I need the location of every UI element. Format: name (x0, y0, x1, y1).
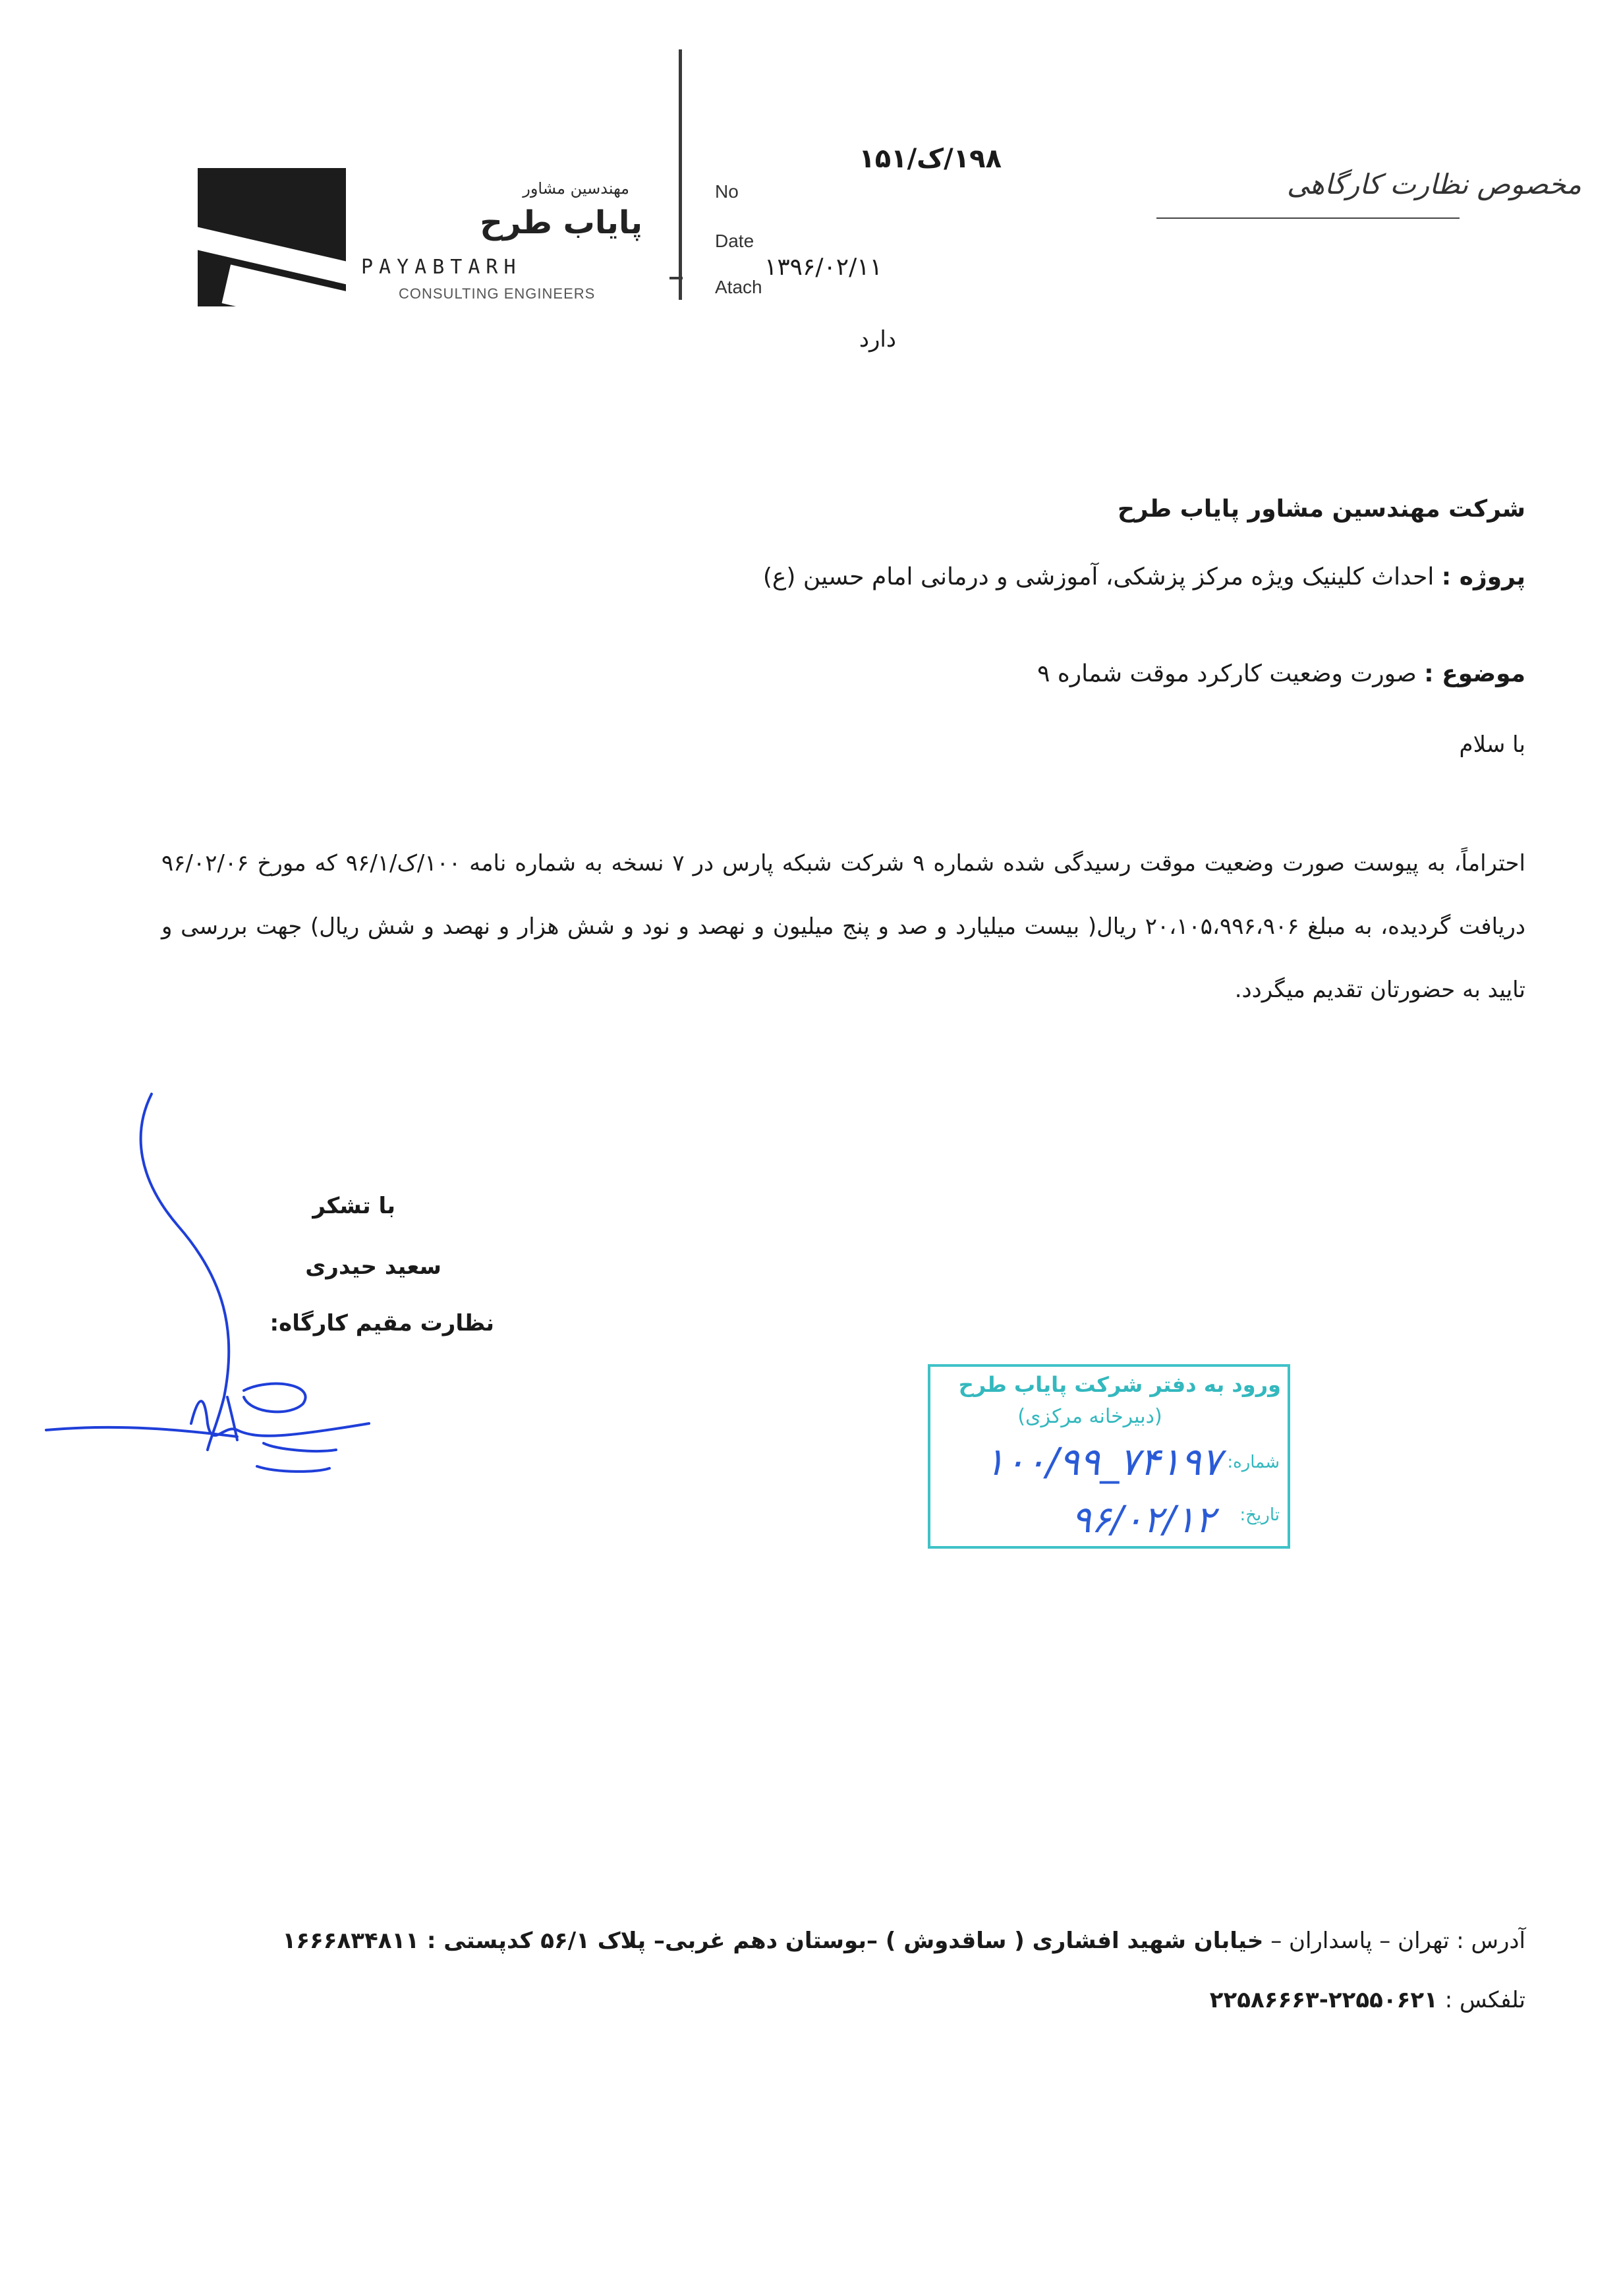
letter-date-label: Date (715, 231, 754, 251)
header-divider-tick (669, 277, 683, 279)
stamp-number-value: ۱۰۰/۹۹_۷۴۱۹۷ (984, 1439, 1222, 1484)
footer-fax (735, 1987, 1525, 2013)
signer-title: نظارت مقیم کارگاه: (270, 1310, 494, 1336)
stamp-number-label: شماره: (1227, 1452, 1280, 1472)
greeting: با سلام (1459, 732, 1525, 758)
company-name-en: PAYABTARH (361, 256, 522, 279)
header-divider (679, 49, 682, 300)
stamp-title: ورود به دفتر شرکت پایاب طرح (958, 1372, 1281, 1397)
body-paragraph: احتراماً، به پیوست صورت وضعیت موقت رسیدگی شده شماره ۹ شرکت شبکه پارس در ۷ نسخه به شماره نامه ۱۰۰/ک/۹۶/۱ که مورخ ۹۶/۰۲/۰۶ دریافت گردیده، به مبلغ ۲۰،۱۰۵،۹۹۶،۹۰۶ ریال( بیست میلیارد و صد و پنج میلیون و نهصد و نود و شش هزار و نهصد و شش ریال) جهت بررسی و تایید به حضورتان تقدیم میگردد. (161, 850, 1526, 1003)
recipient: شرکت مهندسین مشاور پایاب طرح (1117, 496, 1525, 523)
letter-attachment-value: دارد (859, 326, 896, 353)
fax-value: ۲۲۵۵۰۶۲۱-۲۲۵۸۶۶۶۳ (1209, 1987, 1438, 2013)
company-name-fa: پایاب طرح (480, 204, 642, 241)
confidential-note: مخصوص نظارت کارگاهی (1287, 168, 1581, 200)
signer-name: سعید حیدری (305, 1253, 441, 1280)
letter-attachment-label: Atach (715, 277, 762, 297)
company-logo (198, 168, 346, 306)
letter-number-value: ۱۹۸/ک/۱۵۱ (859, 144, 1002, 174)
stamp-date-label: تاریخ: (1239, 1505, 1280, 1525)
subject-line (273, 660, 1525, 687)
address-plain: تهران – پاسداران – (1270, 1928, 1450, 1954)
project-label: پروژه : (1441, 563, 1525, 590)
confidential-underline (1156, 217, 1460, 219)
subject-value: صورت وضعیت کارکرد موقت شماره ۹ (1037, 660, 1417, 687)
stamp-subtitle: (دبیرخانه مرکزی) (1017, 1405, 1162, 1428)
letter-number-label: No (715, 181, 739, 202)
subject-label: موضوع : (1424, 660, 1525, 687)
project-line (273, 563, 1525, 590)
closing-thanks: با تشکر (312, 1193, 395, 1219)
letter-date-value: ۱۳۹۶/۰۲/۱۱ (764, 254, 882, 281)
project-value: احداث کلینیک ویژه مرکز پزشکی، آموزشی و درمانی امام حسین (ع) (762, 563, 1434, 590)
fax-label: تلفکس : (1444, 1987, 1525, 2013)
stamp-date-value: ۹۶/۰۲/۱۲ (1071, 1499, 1215, 1541)
address-detail: خیابان شهید افشاری ( ساقدوش ) –بوستان دهم غربی– پلاک ۵۶/۱ کدپستی : ۱۶۶۶۸۳۴۸۱۱ (282, 1928, 1264, 1954)
company-name-fa-subtitle: مهندسین مشاور (523, 179, 629, 198)
footer-address (89, 1928, 1525, 1954)
company-name-en-subtitle: CONSULTING ENGINEERS (399, 285, 596, 302)
receipt-stamp (928, 1364, 1290, 1549)
address-label: آدرس : (1456, 1928, 1525, 1954)
